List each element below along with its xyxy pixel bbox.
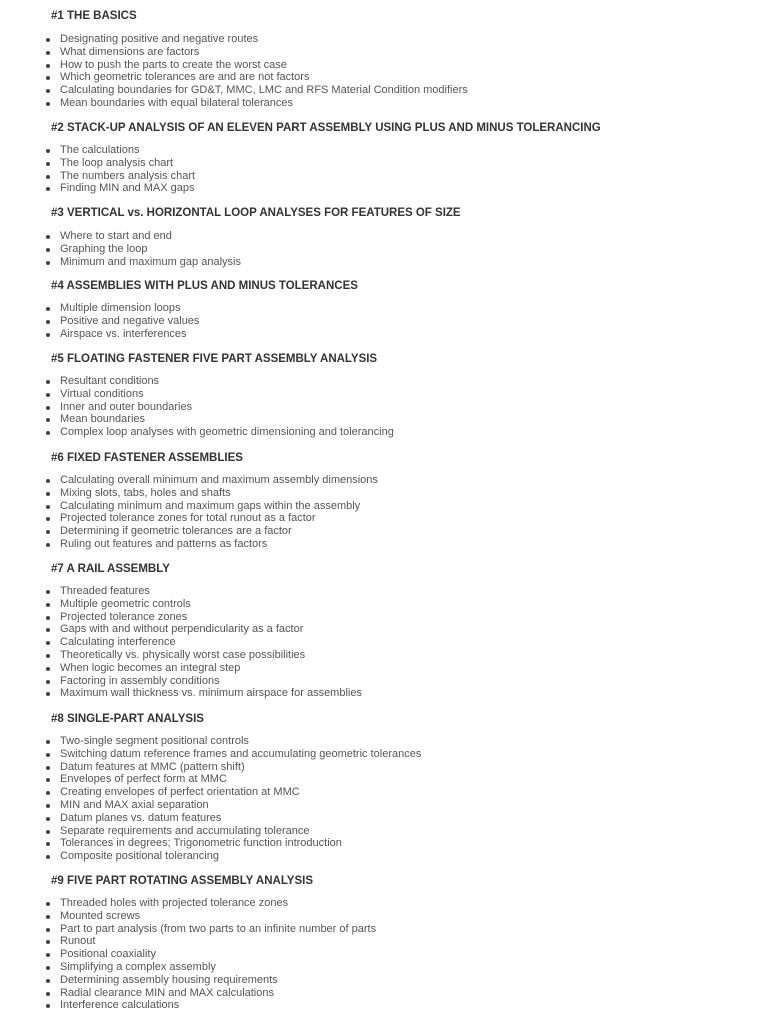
list-item: Mounted screws xyxy=(0,910,376,923)
list-item: Positional coaxiality xyxy=(0,948,376,961)
section-list xyxy=(0,474,378,551)
list-item: Graphing the loop xyxy=(0,243,241,256)
list-item: How to push the parts to create the worst case xyxy=(0,59,468,72)
list-item: What dimensions are factors xyxy=(0,46,468,59)
list-item: Determining if geometric tolerances are a factor xyxy=(0,525,378,538)
section-heading: #6 FIXED FASTENER ASSEMBLIES xyxy=(51,452,243,464)
section-heading: #7 A RAIL ASSEMBLY xyxy=(51,563,170,575)
list-item: Airspace vs. interferences xyxy=(0,328,199,341)
list-item: When logic becomes an integral step xyxy=(0,662,362,675)
list-item: Radial clearance MIN and MAX calculations xyxy=(0,987,376,1000)
list-item: Where to start and end xyxy=(0,230,241,243)
section-heading: #8 SINGLE-PART ANALYSIS xyxy=(51,713,204,725)
section-list xyxy=(0,302,199,340)
list-item: Threaded holes with projected tolerance zones xyxy=(0,897,376,910)
list-item: Projected tolerance zones xyxy=(0,611,362,624)
section-heading: #1 THE BASICS xyxy=(51,10,137,22)
list-item: Interference calculations xyxy=(0,999,376,1012)
section-heading: #5 FLOATING FASTENER FIVE PART ASSEMBLY ANALYSIS xyxy=(51,353,378,365)
list-item: MIN and MAX axial separation xyxy=(0,799,421,812)
list-item: Determining assembly housing requirements xyxy=(0,974,376,987)
list-item: Minimum and maximum gap analysis xyxy=(0,256,241,269)
list-item: Which geometric tolerances are and are not factors xyxy=(0,71,468,84)
section-heading: #4 ASSEMBLIES WITH PLUS AND MINUS TOLERANCES xyxy=(51,280,358,292)
list-item: Mixing slots, tabs, holes and shafts xyxy=(0,487,378,500)
section-list xyxy=(0,897,376,1012)
list-item: Runout xyxy=(0,935,376,948)
list-item: Calculating interference xyxy=(0,636,362,649)
list-item: Envelopes of perfect form at MMC xyxy=(0,773,421,786)
list-item: Tolerances in degrees; Trigonometric function introduction xyxy=(0,837,421,850)
section-list xyxy=(0,144,195,195)
list-item: Projected tolerance zones for total runout as a factor xyxy=(0,512,378,525)
list-item: Complex loop analyses with geometric dimensioning and tolerancing xyxy=(0,426,394,439)
list-item: Two-single segment positional controls xyxy=(0,735,421,748)
section-heading: #2 STACK-UP ANALYSIS OF AN ELEVEN PART ASSEMBLY USING PLUS AND MINUS TOLERANCING xyxy=(51,122,601,134)
list-item: Gaps with and without perpendicularity as a factor xyxy=(0,623,362,636)
list-item: Mean boundaries xyxy=(0,413,394,426)
list-item: Part to part analysis (from two parts to an infinite number of parts xyxy=(0,923,376,936)
list-item: Inner and outer boundaries xyxy=(0,401,394,414)
section-list xyxy=(0,230,241,268)
list-item: Finding MIN and MAX gaps xyxy=(0,182,195,195)
list-item: Threaded features xyxy=(0,585,362,598)
list-item: The numbers analysis chart xyxy=(0,170,195,183)
list-item: Factoring in assembly conditions xyxy=(0,675,362,688)
list-item: Datum features at MMC (pattern shift) xyxy=(0,761,421,774)
list-item: Designating positive and negative routes xyxy=(0,33,468,46)
list-item: Maximum wall thickness vs. minimum airspace for assemblies xyxy=(0,687,362,700)
list-item: Calculating minimum and maximum gaps within the assembly xyxy=(0,500,378,513)
list-item: Multiple geometric controls xyxy=(0,598,362,611)
list-item: Simplifying a complex assembly xyxy=(0,961,376,974)
list-item: Switching datum reference frames and accumulating geometric tolerances xyxy=(0,748,421,761)
list-item: Creating envelopes of perfect orientation at MMC xyxy=(0,786,421,799)
section-heading: #9 FIVE PART ROTATING ASSEMBLY ANALYSIS xyxy=(51,875,313,887)
list-item: Mean boundaries with equal bilateral tolerances xyxy=(0,97,468,110)
list-item: The loop analysis chart xyxy=(0,157,195,170)
list-item: Composite positional tolerancing xyxy=(0,850,421,863)
list-item: Calculating overall minimum and maximum assembly dimensions xyxy=(0,474,378,487)
section-list xyxy=(0,585,362,700)
list-item: Datum planes vs. datum features xyxy=(0,812,421,825)
list-item: Positive and negative values xyxy=(0,315,199,328)
section-heading: #3 VERTICAL vs. HORIZONTAL LOOP ANALYSES FOR FEATURES OF SIZE xyxy=(51,207,461,219)
list-item: Theoretically vs. physically worst case possibilities xyxy=(0,649,362,662)
list-item: Ruling out features and patterns as factors xyxy=(0,538,378,551)
list-item: Multiple dimension loops xyxy=(0,302,199,315)
list-item: Separate requirements and accumulating tolerance xyxy=(0,825,421,838)
list-item: Virtual conditions xyxy=(0,388,394,401)
section-list xyxy=(0,375,394,439)
list-item: Resultant conditions xyxy=(0,375,394,388)
section-list xyxy=(0,33,468,110)
section-list xyxy=(0,735,421,863)
list-item: The calculations xyxy=(0,144,195,157)
list-item: Calculating boundaries for GD&T, MMC, LMC and RFS Material Condition modifiers xyxy=(0,84,468,97)
